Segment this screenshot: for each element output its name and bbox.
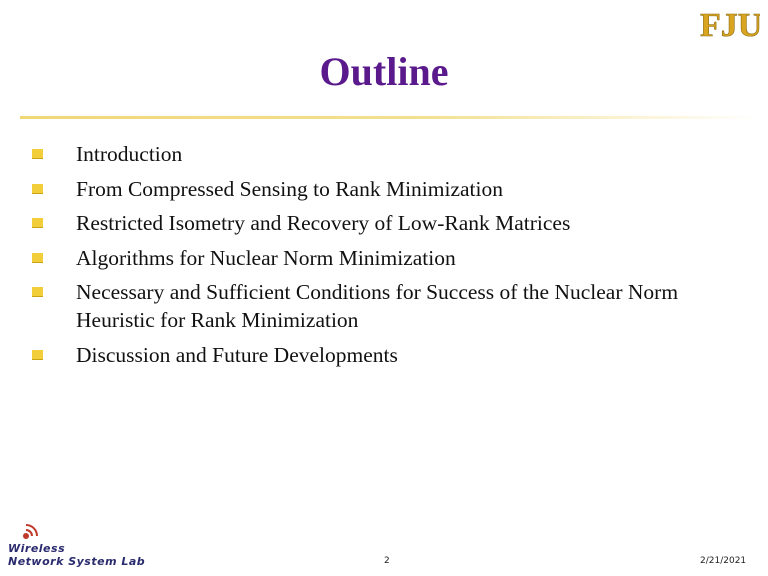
square-bullet-icon	[32, 149, 43, 159]
outline-item	[30, 209, 730, 237]
lab-name-line1: Wireless	[8, 542, 66, 555]
outline-item-text: From Compressed Sensing to Rank Minimization	[76, 176, 503, 201]
outline-item	[30, 244, 730, 272]
outline-item	[30, 341, 730, 369]
fju-logo	[698, 4, 760, 46]
square-bullet-icon	[32, 218, 43, 228]
slide-date: 2/21/2021	[700, 556, 747, 566]
title-divider	[20, 116, 760, 119]
square-bullet-icon	[32, 350, 43, 360]
page-number: 2	[384, 556, 390, 566]
square-bullet-icon	[32, 287, 43, 297]
slide-title: Outline	[319, 49, 449, 94]
outline-item	[30, 278, 730, 334]
outline-item-text: Introduction	[76, 142, 183, 166]
outline-item-text: Necessary and Sufficient Conditions for Success of the Nuclear Norm Heuristic for Rank Minimization	[76, 280, 679, 332]
outline-item-text: Restricted Isometry and Recovery of Low-Rank Matrices	[76, 211, 571, 235]
square-bullet-icon	[32, 253, 43, 263]
lab-name-line2: Network System Lab	[8, 555, 146, 568]
outline-list	[30, 140, 730, 375]
svg-text:FJU: FJU	[700, 7, 760, 44]
wireless-lab-logo	[8, 520, 146, 572]
outline-item	[30, 175, 730, 203]
outline-item	[30, 140, 730, 168]
outline-item-text: Algorithms for Nuclear Norm Minimization	[76, 245, 456, 270]
square-bullet-icon	[32, 184, 43, 194]
outline-item-text: Discussion and Future Developments	[76, 342, 398, 367]
